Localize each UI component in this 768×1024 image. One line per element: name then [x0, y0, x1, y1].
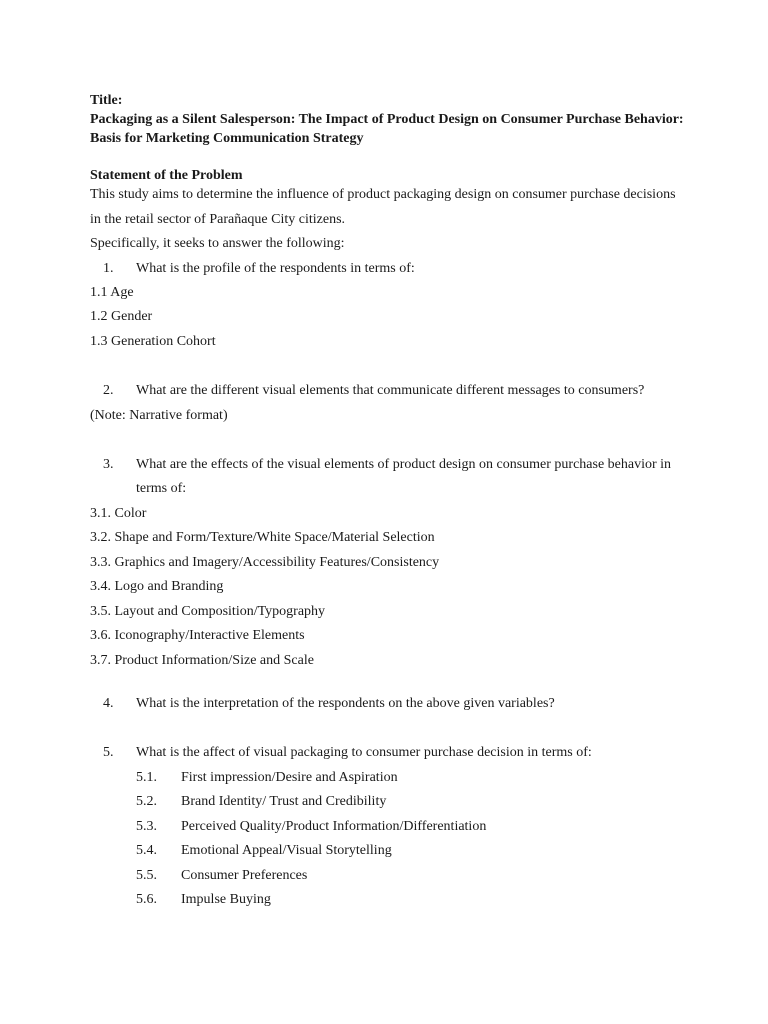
q3-text-line-1: What are the effects of the visual elements of product design on consumer purchase behavior in	[136, 457, 672, 472]
intro-line-3: Specifically, it seeks to answer the following:	[90, 236, 345, 251]
q3-sub-item: 3.5. Layout and Composition/Typography	[90, 604, 326, 619]
q5-sub-number: 5.2.	[136, 794, 157, 809]
q3-sub-item: 3.4. Logo and Branding	[90, 579, 224, 594]
q5-sub-number: 5.1.	[136, 770, 157, 785]
title-line-2: Basis for Marketing Communication Strategy	[90, 131, 364, 146]
q5-sub-text: Perceived Quality/Product Information/Differentiation	[181, 819, 487, 834]
q5-sub-text: First impression/Desire and Aspiration	[181, 770, 398, 785]
q5-sub-number: 5.5.	[136, 868, 157, 883]
q5-sub-text: Consumer Preferences	[181, 868, 308, 883]
q4-number: 4.	[103, 696, 114, 711]
title-line-1: Packaging as a Silent Salesperson: The Impact of Product Design on Consumer Purchase Behavior:	[90, 112, 684, 127]
intro-line-2: in the retail sector of Parañaque City citizens.	[90, 212, 346, 227]
q1-number: 1.	[103, 261, 114, 276]
section-heading: Statement of the Problem	[90, 168, 243, 183]
q3-sub-item: 3.7. Product Information/Size and Scale	[90, 653, 314, 668]
q1-sub-item: 1.1 Age	[90, 285, 134, 300]
q3-number: 3.	[103, 457, 114, 472]
q5-sub-number: 5.4.	[136, 843, 157, 858]
q5-sub-text: Impulse Buying	[181, 892, 271, 907]
q1-text: What is the profile of the respondents in terms of:	[136, 261, 415, 276]
intro-line-1: This study aims to determine the influence of product packaging design on consumer purchase decisions	[90, 187, 676, 202]
q3-sub-item: 3.6. Iconography/Interactive Elements	[90, 628, 305, 643]
title-label: Title:	[90, 93, 123, 108]
q5-sub-text: Brand Identity/ Trust and Credibility	[181, 794, 387, 809]
q3-text-line-2: terms of:	[136, 481, 187, 496]
q4-text: What is the interpretation of the respondents on the above given variables?	[136, 696, 555, 711]
q5-text: What is the affect of visual packaging to consumer purchase decision in terms of:	[136, 745, 592, 760]
q5-sub-number: 5.3.	[136, 819, 157, 834]
q3-sub-item: 3.3. Graphics and Imagery/Accessibility Features/Consistency	[90, 555, 440, 570]
q5-sub-number: 5.6.	[136, 892, 157, 907]
q5-number: 5.	[103, 745, 114, 760]
q2-text: What are the different visual elements that communicate different messages to consumers?	[136, 383, 645, 398]
q3-sub-item: 3.2. Shape and Form/Texture/White Space/Material Selection	[90, 530, 435, 545]
q1-sub-item: 1.2 Gender	[90, 309, 153, 324]
q2-number: 2.	[103, 383, 114, 398]
q3-sub-item: 3.1. Color	[90, 506, 147, 521]
q2-note: (Note: Narrative format)	[90, 408, 228, 423]
q5-sub-text: Emotional Appeal/Visual Storytelling	[181, 843, 392, 858]
q1-sub-item: 1.3 Generation Cohort	[90, 334, 216, 349]
